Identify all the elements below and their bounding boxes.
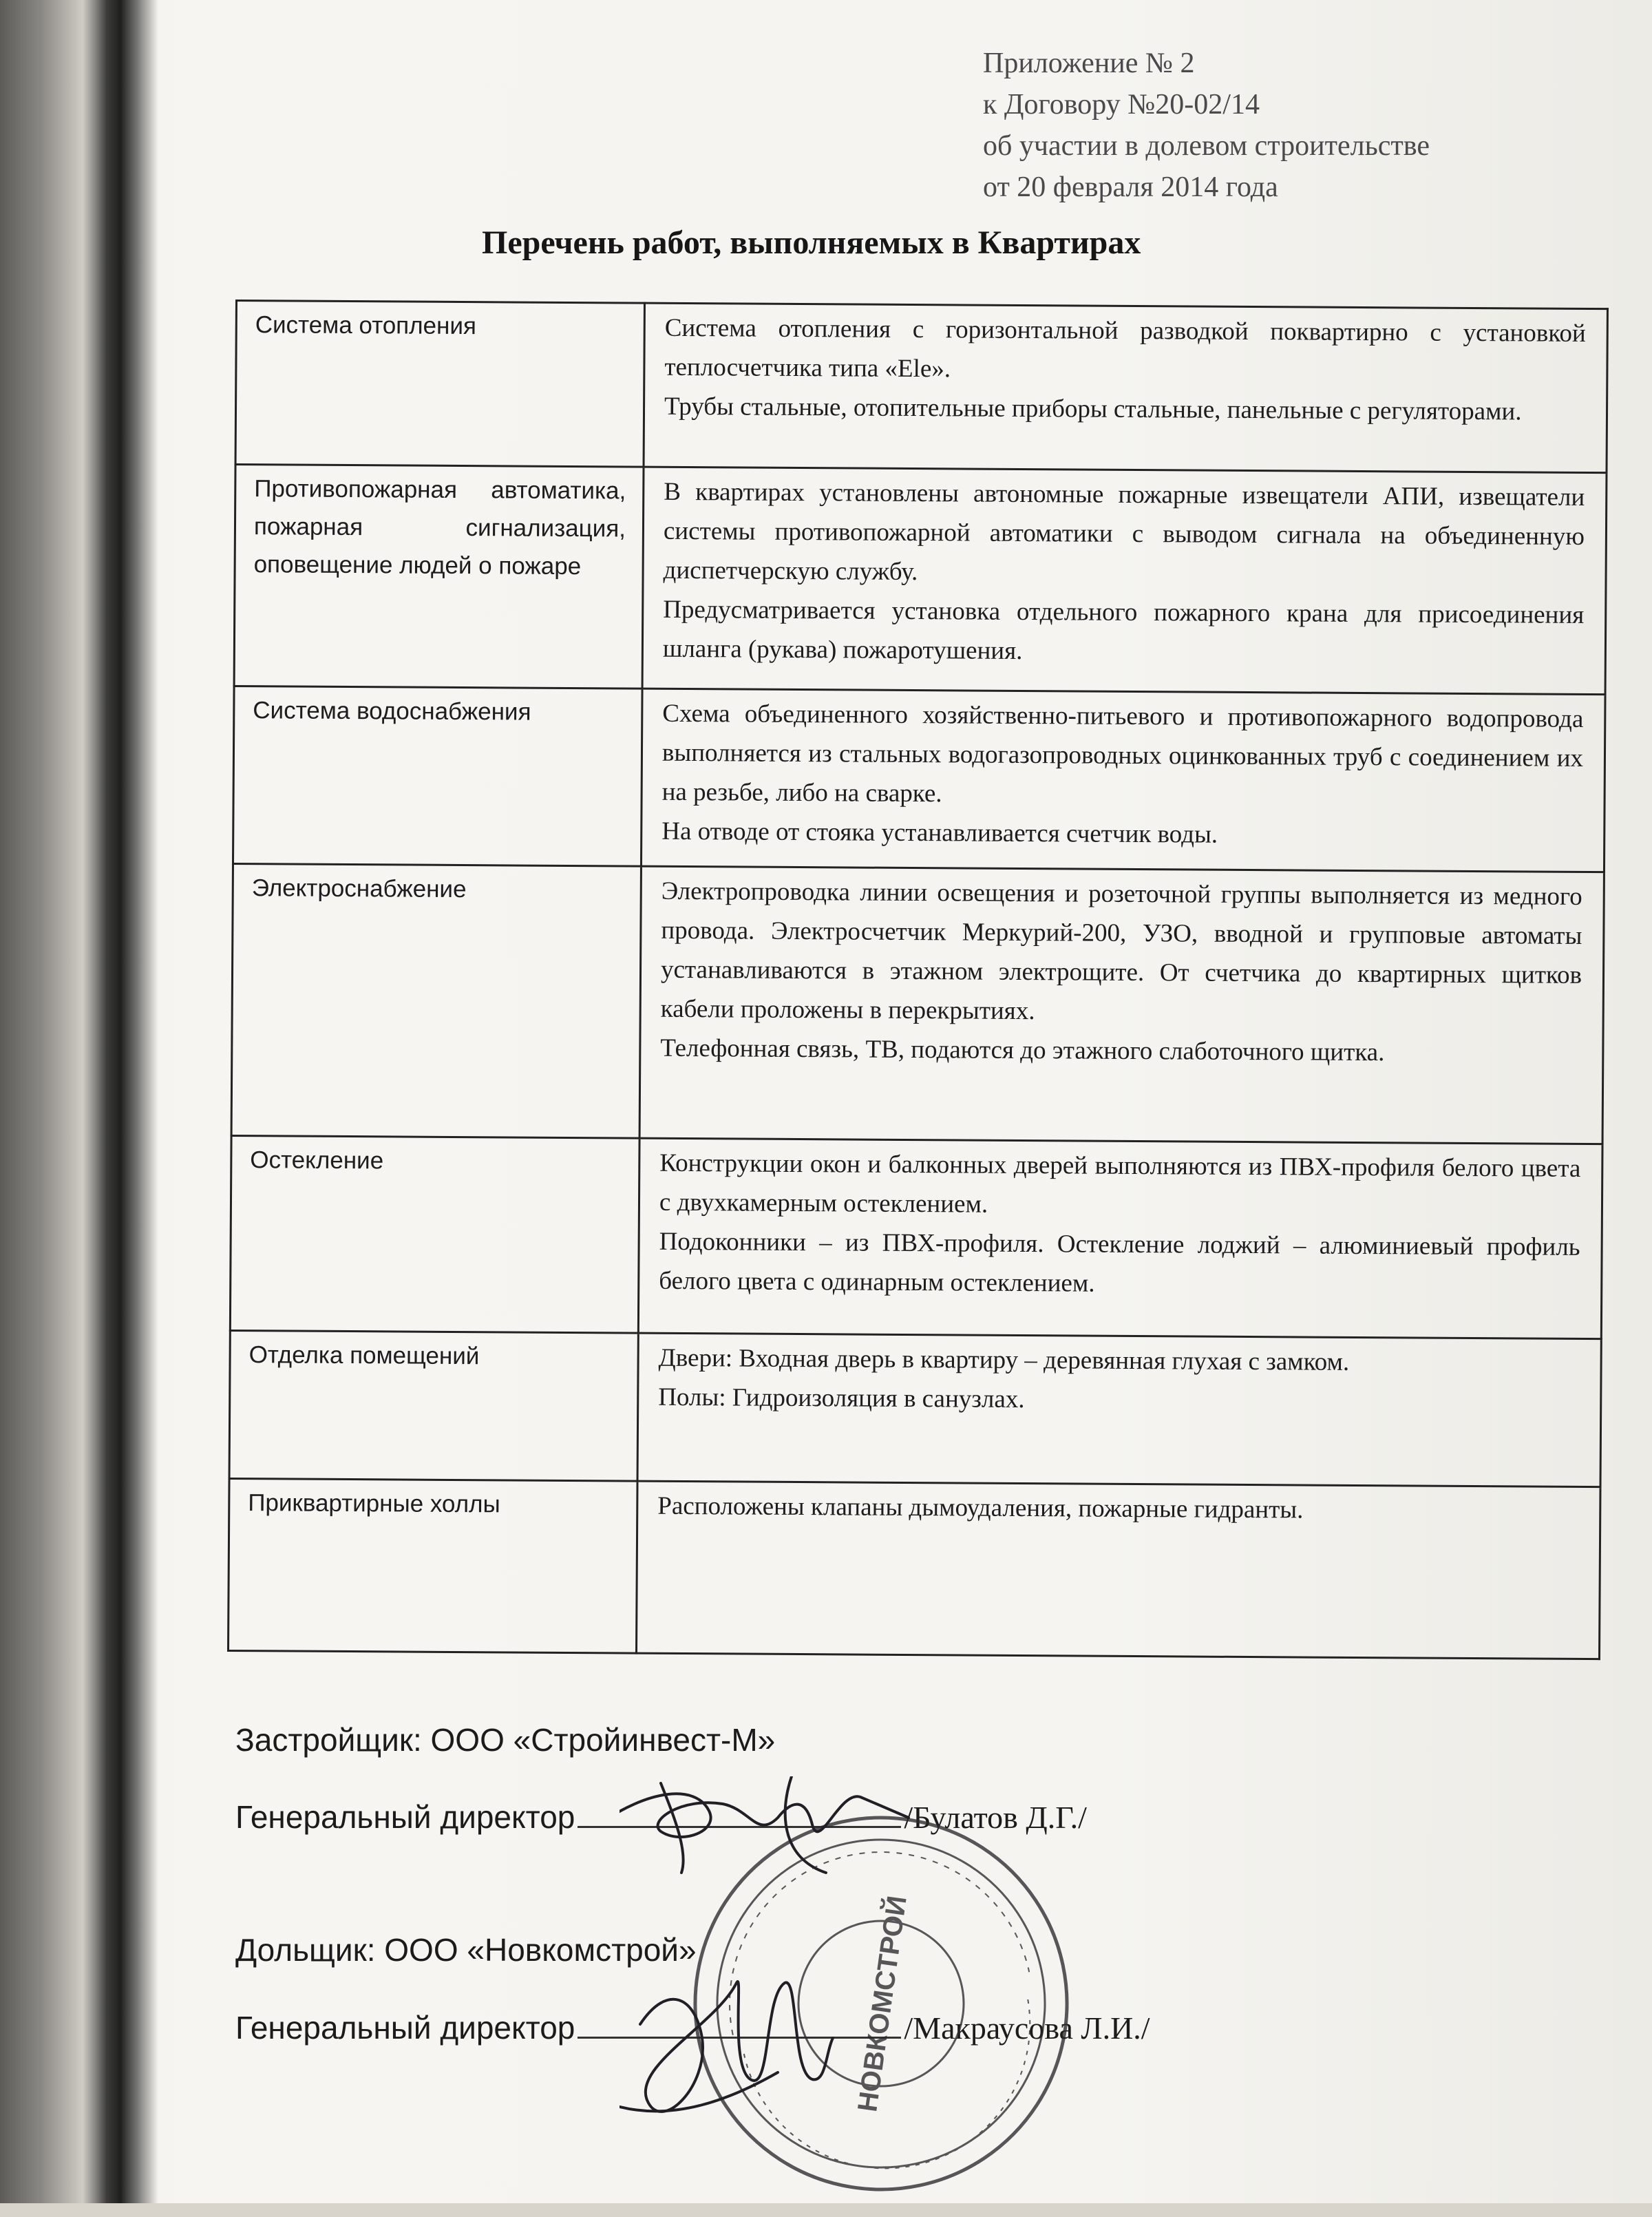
seal-center-text: НОВКОМСТРОЙ — [852, 1893, 913, 2114]
table-row — [229, 1330, 1601, 1486]
table-row — [229, 1478, 1600, 1659]
description-paragraph: В квартирах установлены автономные пожарные извещатели АПИ, извещатели системы противопожарной автоматики с выводом сигнала на объединенную диспетчерскую службу. — [663, 477, 1585, 587]
description-paragraph: Конструкции окон и балконных дверей выполняются из ПВХ-профиля белого цвета с двухкамерным остеклением. — [659, 1148, 1581, 1219]
description-paragraph: Подоконники – из ПВХ-профиля. Остекление лоджий – алюминиевый профиль белого цвета с одинарным остеклением. — [659, 1227, 1580, 1298]
header-line: об участии в долевом строительстве — [983, 130, 1430, 162]
description-paragraph: На отводе от стояка устанавливается счетчик воды. — [661, 817, 1218, 849]
row-label: Остекление — [230, 1135, 639, 1333]
row-description — [637, 1333, 1601, 1487]
director-label: Генеральный директор — [235, 1799, 575, 1835]
table-row — [231, 863, 1604, 1144]
header-line: от 20 февраля 2014 года — [983, 171, 1278, 203]
header-line: Приложение № 2 — [983, 48, 1195, 79]
row-label: Приквартирные холлы — [229, 1478, 638, 1653]
table-row — [230, 1135, 1602, 1338]
table-row — [234, 465, 1607, 695]
participant-signature — [620, 1982, 833, 2112]
row-label: Отделка помещений — [229, 1330, 638, 1481]
description-paragraph: Электропроводка линии освещения и розеточной группы выполняется из медного провода. Электросчетчик Меркурий-200, УЗО, вводной и групповые автоматы устанавливаются в этажном электрощите. От счетчика до квартирных щитков кабели проложены в перекрытиях. — [660, 876, 1582, 1026]
row-label: Противопожарная автоматика, пожарная сигнализация, оповещение людей о пожаре — [234, 465, 644, 689]
row-label: Система водоснабжения — [233, 686, 642, 866]
row-description — [637, 1481, 1601, 1659]
participant-line: Дольщик: ООО «Новкомстрой» — [235, 1932, 697, 1968]
company-seal — [661, 1783, 1101, 2217]
row-description — [644, 303, 1607, 473]
director-name: /Булатов Д.Г./ — [904, 1800, 1087, 1835]
description-paragraph: Телефонная связь, ТВ, подаются до этажного слаботочного щитка. — [660, 1033, 1385, 1067]
description-paragraph: Предусматривается установка отдельного пожарного крана для присоединения шланга (рукава) пожаротушения. — [662, 595, 1585, 665]
stamp-and-signatures — [620, 1776, 1184, 2217]
description-paragraph: Расположены клапаны дымоудаления, пожарные гидранты. — [657, 1491, 1304, 1524]
row-description — [638, 1138, 1602, 1339]
director-name: /Макраусова Л.И./ — [904, 2010, 1150, 2046]
row-label: Система отопления — [235, 301, 644, 467]
developer-line: Застройщик: ООО «Стройинвест-М» — [235, 1722, 776, 1758]
table-row — [233, 686, 1605, 872]
description-paragraph: Полы: Гидроизоляция в санузлах. — [658, 1383, 1025, 1414]
description-paragraph: Система отопления с горизонтальной разводкой поквартирно с установкой теплосчетчика типа «Ele». — [664, 313, 1586, 383]
description-paragraph: Схема объединенного хозяйственно-питьевого и противопожарного водопровода выполняется из стальных водогазопроводных оцинкованных труб с соединением их на резьбе, либо на сварке. — [661, 699, 1584, 808]
row-description — [641, 689, 1605, 872]
description-paragraph: Двери: Входная дверь в квартиру – деревянная глухая с замком. — [658, 1343, 1350, 1376]
description-paragraph: Трубы стальные, отопительные приборы стальные, панельные с регуляторами. — [664, 392, 1522, 426]
binding-shadow — [83, 0, 158, 2203]
row-label: Электроснабжение — [231, 863, 641, 1138]
director-label: Генеральный директор — [235, 2010, 575, 2046]
row-description — [639, 866, 1604, 1144]
header-line: к Договору №20-02/14 — [983, 89, 1260, 120]
row-description — [642, 467, 1607, 695]
document-title: Перечень работ, выполняемых в Квартирах — [482, 224, 1141, 261]
table-row — [235, 301, 1607, 473]
appendix-header — [983, 43, 1602, 208]
works-table — [227, 300, 1609, 1660]
